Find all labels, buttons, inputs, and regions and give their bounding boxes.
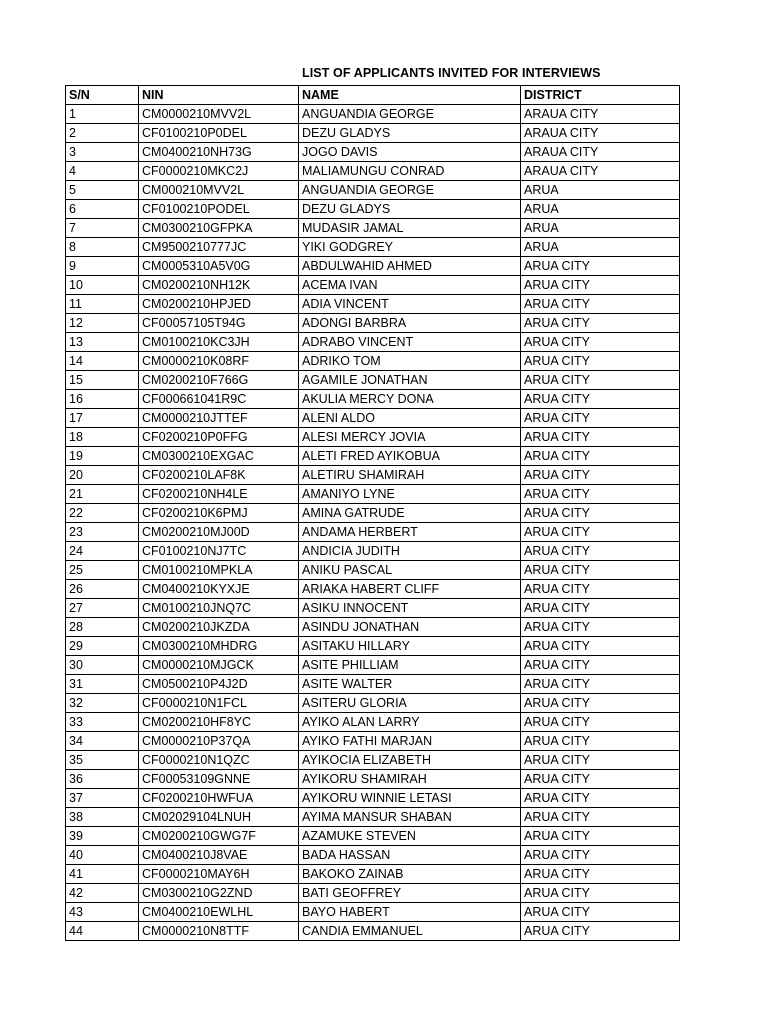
cell-district: ARUA CITY xyxy=(521,333,680,352)
cell-sn: 36 xyxy=(66,770,139,789)
table-row xyxy=(66,922,680,941)
cell-name: AMINA GATRUDE xyxy=(299,504,521,523)
cell-district: ARUA CITY xyxy=(521,618,680,637)
cell-district: ARUA xyxy=(521,238,680,257)
cell-name: ALESI MERCY JOVIA xyxy=(299,428,521,447)
cell-nin: CM0005310A5V0G xyxy=(139,257,299,276)
table-row xyxy=(66,162,680,181)
cell-sn: 19 xyxy=(66,447,139,466)
table-row xyxy=(66,200,680,219)
table-row xyxy=(66,865,680,884)
column-header-nin: NIN xyxy=(139,86,299,105)
cell-nin: CM0000210JTTEF xyxy=(139,409,299,428)
cell-district: ARUA CITY xyxy=(521,827,680,846)
cell-name: AYIKO ALAN LARRY xyxy=(299,713,521,732)
cell-nin: CM0200210HF8YC xyxy=(139,713,299,732)
cell-sn: 1 xyxy=(66,105,139,124)
cell-name: DEZU GLADYS xyxy=(299,200,521,219)
cell-nin: CM0200210F766G xyxy=(139,371,299,390)
cell-sn: 15 xyxy=(66,371,139,390)
table-row xyxy=(66,257,680,276)
cell-name: ANIKU PASCAL xyxy=(299,561,521,580)
cell-district: ARUA CITY xyxy=(521,428,680,447)
column-header-district: DISTRICT xyxy=(521,86,680,105)
cell-district: ARUA CITY xyxy=(521,808,680,827)
cell-district: ARUA xyxy=(521,219,680,238)
table-row xyxy=(66,789,680,808)
cell-district: ARUA CITY xyxy=(521,580,680,599)
cell-name: ASITE WALTER xyxy=(299,675,521,694)
cell-nin: CM0500210P4J2D xyxy=(139,675,299,694)
table-row xyxy=(66,238,680,257)
cell-sn: 3 xyxy=(66,143,139,162)
cell-sn: 11 xyxy=(66,295,139,314)
cell-nin: CM0100210JNQ7C xyxy=(139,599,299,618)
cell-sn: 2 xyxy=(66,124,139,143)
cell-district: ARUA CITY xyxy=(521,504,680,523)
table-row xyxy=(66,903,680,922)
cell-sn: 10 xyxy=(66,276,139,295)
cell-name: BAKOKO ZAINAB xyxy=(299,865,521,884)
cell-nin: CM0200210HPJED xyxy=(139,295,299,314)
cell-nin: CM0000210MJGCK xyxy=(139,656,299,675)
cell-district: ARUA CITY xyxy=(521,371,680,390)
cell-name: MALIAMUNGU CONRAD xyxy=(299,162,521,181)
cell-name: AMANIYO LYNE xyxy=(299,485,521,504)
cell-name: ANDAMA HERBERT xyxy=(299,523,521,542)
cell-sn: 23 xyxy=(66,523,139,542)
applicants-table xyxy=(65,85,680,941)
cell-sn: 44 xyxy=(66,922,139,941)
cell-name: AKULIA MERCY DONA xyxy=(299,390,521,409)
table-row xyxy=(66,314,680,333)
cell-nin: CF000661041R9C xyxy=(139,390,299,409)
cell-sn: 6 xyxy=(66,200,139,219)
cell-nin: CM0000210P37QA xyxy=(139,732,299,751)
cell-district: ARUA CITY xyxy=(521,390,680,409)
cell-sn: 20 xyxy=(66,466,139,485)
document-title: LIST OF APPLICANTS INVITED FOR INTERVIEWS xyxy=(302,66,601,80)
cell-district: ARUA CITY xyxy=(521,295,680,314)
cell-district: ARUA CITY xyxy=(521,637,680,656)
table-row xyxy=(66,580,680,599)
cell-nin: CM0100210MPKLA xyxy=(139,561,299,580)
cell-district: ARUA CITY xyxy=(521,751,680,770)
cell-name: AGAMILE JONATHAN xyxy=(299,371,521,390)
cell-district: ARAUA CITY xyxy=(521,162,680,181)
column-header-name: NAME xyxy=(299,86,521,105)
cell-nin: CF0000210N1FCL xyxy=(139,694,299,713)
cell-nin: CF0200210HWFUA xyxy=(139,789,299,808)
cell-name: JOGO DAVIS xyxy=(299,143,521,162)
cell-sn: 39 xyxy=(66,827,139,846)
cell-sn: 34 xyxy=(66,732,139,751)
cell-nin: CM9500210777JC xyxy=(139,238,299,257)
table-body xyxy=(66,105,680,941)
cell-nin: CF0100210P0DEL xyxy=(139,124,299,143)
cell-nin: CM0200210GWG7F xyxy=(139,827,299,846)
cell-district: ARUA CITY xyxy=(521,447,680,466)
table-row xyxy=(66,276,680,295)
cell-district: ARUA CITY xyxy=(521,675,680,694)
table-row xyxy=(66,827,680,846)
cell-sn: 32 xyxy=(66,694,139,713)
table-row xyxy=(66,523,680,542)
cell-sn: 35 xyxy=(66,751,139,770)
table-row xyxy=(66,409,680,428)
table-row xyxy=(66,751,680,770)
cell-sn: 9 xyxy=(66,257,139,276)
cell-nin: CF0100210PODEL xyxy=(139,200,299,219)
table-row xyxy=(66,295,680,314)
cell-district: ARUA CITY xyxy=(521,846,680,865)
table-row xyxy=(66,713,680,732)
cell-name: ALETIRU SHAMIRAH xyxy=(299,466,521,485)
cell-name: AYIKOCIA ELIZABETH xyxy=(299,751,521,770)
cell-nin: CM0100210KC3JH xyxy=(139,333,299,352)
cell-district: ARAUA CITY xyxy=(521,143,680,162)
cell-sn: 8 xyxy=(66,238,139,257)
cell-district: ARUA CITY xyxy=(521,789,680,808)
table-row xyxy=(66,561,680,580)
cell-nin: CF0000210MAY6H xyxy=(139,865,299,884)
cell-nin: CM0000210MVV2L xyxy=(139,105,299,124)
cell-nin: CM0000210K08RF xyxy=(139,352,299,371)
table-row xyxy=(66,143,680,162)
cell-nin: CM0400210KYXJE xyxy=(139,580,299,599)
table-row xyxy=(66,390,680,409)
cell-sn: 30 xyxy=(66,656,139,675)
cell-name: AYIMA MANSUR SHABAN xyxy=(299,808,521,827)
cell-sn: 12 xyxy=(66,314,139,333)
cell-sn: 16 xyxy=(66,390,139,409)
cell-district: ARUA CITY xyxy=(521,694,680,713)
cell-name: ADRABO VINCENT xyxy=(299,333,521,352)
cell-nin: CM0300210G2ZND xyxy=(139,884,299,903)
cell-district: ARUA CITY xyxy=(521,656,680,675)
cell-name: BATI GEOFFREY xyxy=(299,884,521,903)
cell-district: ARUA CITY xyxy=(521,523,680,542)
cell-district: ARUA xyxy=(521,181,680,200)
cell-sn: 25 xyxy=(66,561,139,580)
table-header-row xyxy=(66,86,680,105)
cell-name: YIKI GODGREY xyxy=(299,238,521,257)
table-row xyxy=(66,124,680,143)
cell-name: BADA HASSAN xyxy=(299,846,521,865)
cell-nin: CM0200210NH12K xyxy=(139,276,299,295)
cell-nin: CF0100210NJ7TC xyxy=(139,542,299,561)
cell-sn: 42 xyxy=(66,884,139,903)
cell-name: MUDASIR JAMAL xyxy=(299,219,521,238)
table-row xyxy=(66,618,680,637)
cell-sn: 38 xyxy=(66,808,139,827)
table-row xyxy=(66,599,680,618)
table-row xyxy=(66,371,680,390)
table-row xyxy=(66,447,680,466)
cell-name: ALETI FRED AYIKOBUA xyxy=(299,447,521,466)
cell-sn: 18 xyxy=(66,428,139,447)
cell-district: ARUA CITY xyxy=(521,713,680,732)
cell-name: AYIKORU WINNIE LETASI xyxy=(299,789,521,808)
cell-name: AYIKORU SHAMIRAH xyxy=(299,770,521,789)
column-header-sn: S/N xyxy=(66,86,139,105)
cell-sn: 26 xyxy=(66,580,139,599)
cell-sn: 33 xyxy=(66,713,139,732)
cell-district: ARAUA CITY xyxy=(521,124,680,143)
cell-nin: CM0300210GFPKA xyxy=(139,219,299,238)
table-row xyxy=(66,732,680,751)
table-row xyxy=(66,542,680,561)
cell-sn: 17 xyxy=(66,409,139,428)
cell-name: ANGUANDIA GEORGE xyxy=(299,105,521,124)
cell-sn: 7 xyxy=(66,219,139,238)
cell-nin: CM0000210N8TTF xyxy=(139,922,299,941)
cell-name: ADIA VINCENT xyxy=(299,295,521,314)
cell-sn: 22 xyxy=(66,504,139,523)
cell-district: ARUA CITY xyxy=(521,561,680,580)
cell-district: ARUA CITY xyxy=(521,485,680,504)
table-row xyxy=(66,219,680,238)
cell-nin: CM0400210EWLHL xyxy=(139,903,299,922)
table-row xyxy=(66,675,680,694)
cell-district: ARUA CITY xyxy=(521,732,680,751)
cell-sn: 37 xyxy=(66,789,139,808)
cell-name: ADONGI BARBRA xyxy=(299,314,521,333)
table-row xyxy=(66,846,680,865)
cell-sn: 40 xyxy=(66,846,139,865)
table-row xyxy=(66,808,680,827)
cell-nin: CF0000210MKC2J xyxy=(139,162,299,181)
cell-name: ASITAKU HILLARY xyxy=(299,637,521,656)
cell-sn: 41 xyxy=(66,865,139,884)
cell-name: AZAMUKE STEVEN xyxy=(299,827,521,846)
cell-sn: 14 xyxy=(66,352,139,371)
cell-district: ARUA CITY xyxy=(521,599,680,618)
cell-nin: CM0400210NH73G xyxy=(139,143,299,162)
cell-district: ARUA CITY xyxy=(521,409,680,428)
cell-nin: CF00053109GNNE xyxy=(139,770,299,789)
table-row xyxy=(66,428,680,447)
cell-name: ADRIKO TOM xyxy=(299,352,521,371)
cell-nin: CF00057105T94G xyxy=(139,314,299,333)
cell-name: ARIAKA HABERT CLIFF xyxy=(299,580,521,599)
cell-nin: CF0200210P0FFG xyxy=(139,428,299,447)
cell-name: ACEMA IVAN xyxy=(299,276,521,295)
cell-district: ARUA CITY xyxy=(521,770,680,789)
table-row xyxy=(66,333,680,352)
table-row xyxy=(66,504,680,523)
cell-name: ASIKU INNOCENT xyxy=(299,599,521,618)
cell-sn: 43 xyxy=(66,903,139,922)
cell-name: ASINDU JONATHAN xyxy=(299,618,521,637)
table-row xyxy=(66,770,680,789)
cell-district: ARUA CITY xyxy=(521,352,680,371)
table-row xyxy=(66,466,680,485)
cell-sn: 31 xyxy=(66,675,139,694)
cell-nin: CF0200210LAF8K xyxy=(139,466,299,485)
cell-name: ASITERU GLORIA xyxy=(299,694,521,713)
cell-district: ARUA CITY xyxy=(521,257,680,276)
cell-district: ARUA CITY xyxy=(521,466,680,485)
cell-sn: 13 xyxy=(66,333,139,352)
cell-district: ARUA xyxy=(521,200,680,219)
cell-nin: CM0200210MJ00D xyxy=(139,523,299,542)
table-row xyxy=(66,656,680,675)
cell-sn: 5 xyxy=(66,181,139,200)
cell-district: ARUA CITY xyxy=(521,314,680,333)
cell-sn: 29 xyxy=(66,637,139,656)
table-row xyxy=(66,694,680,713)
cell-nin: CF0000210N1QZC xyxy=(139,751,299,770)
cell-nin: CM0300210MHDRG xyxy=(139,637,299,656)
table-row xyxy=(66,352,680,371)
table-row xyxy=(66,105,680,124)
table-row xyxy=(66,181,680,200)
cell-name: CANDIA EMMANUEL xyxy=(299,922,521,941)
cell-nin: CM0200210JKZDA xyxy=(139,618,299,637)
table-row xyxy=(66,485,680,504)
cell-sn: 21 xyxy=(66,485,139,504)
cell-nin: CM02029104LNUH xyxy=(139,808,299,827)
table-row xyxy=(66,637,680,656)
cell-name: ANGUANDIA GEORGE xyxy=(299,181,521,200)
cell-name: BAYO HABERT xyxy=(299,903,521,922)
cell-district: ARUA CITY xyxy=(521,276,680,295)
cell-sn: 24 xyxy=(66,542,139,561)
cell-district: ARUA CITY xyxy=(521,884,680,903)
cell-sn: 28 xyxy=(66,618,139,637)
cell-district: ARUA CITY xyxy=(521,865,680,884)
cell-nin: CF0200210K6PMJ xyxy=(139,504,299,523)
cell-name: ABDULWAHID AHMED xyxy=(299,257,521,276)
cell-sn: 27 xyxy=(66,599,139,618)
cell-name: ALENI ALDO xyxy=(299,409,521,428)
cell-nin: CM0400210J8VAE xyxy=(139,846,299,865)
cell-nin: CF0200210NH4LE xyxy=(139,485,299,504)
cell-district: ARUA CITY xyxy=(521,542,680,561)
cell-name: AYIKO FATHI MARJAN xyxy=(299,732,521,751)
cell-sn: 4 xyxy=(66,162,139,181)
cell-name: ASITE PHILLIAM xyxy=(299,656,521,675)
cell-district: ARUA CITY xyxy=(521,903,680,922)
cell-nin: CM000210MVV2L xyxy=(139,181,299,200)
cell-district: ARUA CITY xyxy=(521,922,680,941)
cell-name: DEZU GLADYS xyxy=(299,124,521,143)
cell-nin: CM0300210EXGAC xyxy=(139,447,299,466)
cell-district: ARAUA CITY xyxy=(521,105,680,124)
table-row xyxy=(66,884,680,903)
cell-name: ANDICIA JUDITH xyxy=(299,542,521,561)
